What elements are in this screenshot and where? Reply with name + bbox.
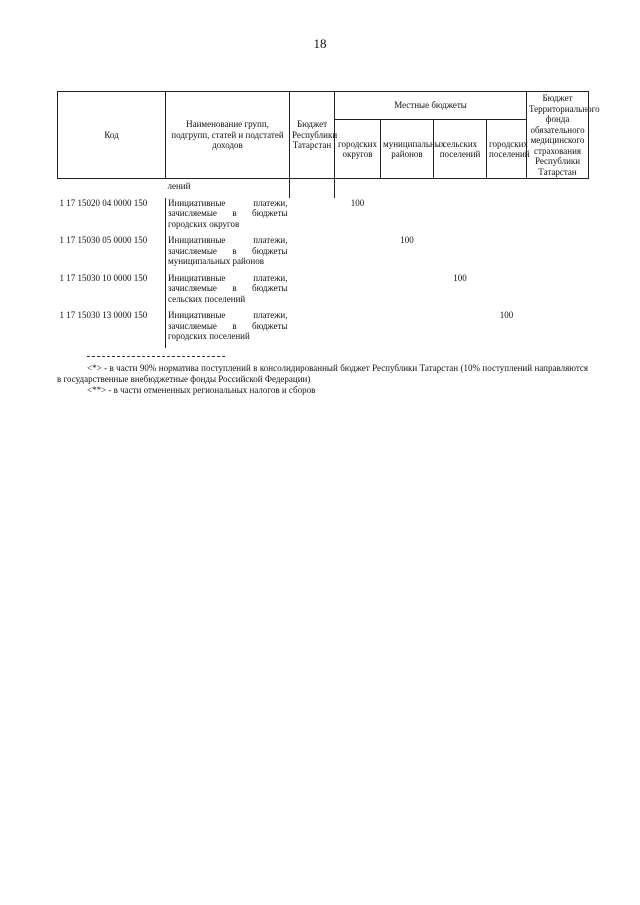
row-name: Инициативные платежи, зачисляемые в бюджеты городских округов bbox=[166, 198, 290, 236]
row-municipal-districts-value bbox=[381, 273, 434, 311]
footnote-1: <*> - в части 90% норматива поступлений в консолидированный бюджет Республики Татарстан (10% поступлений направляются в государственные внебюджетные фонды Российской Федерации) bbox=[57, 363, 588, 384]
row-code: 1 17 15020 04 0000 150 bbox=[59, 197, 148, 208]
header-name: Наименование групп, подгрупп, статей и подстатей доходов bbox=[166, 92, 290, 179]
row-republic-value bbox=[290, 235, 335, 273]
row-fund-value bbox=[527, 310, 589, 348]
footnotes bbox=[57, 363, 588, 396]
page-number: 18 bbox=[313, 36, 327, 51]
row-code: 1 17 15030 13 0000 150 bbox=[59, 310, 148, 320]
row-city-districts-value bbox=[335, 235, 381, 273]
table-row bbox=[58, 310, 589, 348]
header-republic-budget: Бюджет Республики Татарстан bbox=[290, 92, 335, 179]
header-local-budgets: Местные бюджеты bbox=[335, 92, 527, 120]
row-urban-settlements-value: 100 bbox=[499, 310, 514, 320]
header-municipal-districts: муниципальных районов bbox=[381, 120, 434, 179]
row-rural-settlements-value bbox=[434, 235, 487, 273]
revenue-distribution-table bbox=[57, 91, 600, 348]
row-republic-value bbox=[290, 310, 335, 348]
row-name: Инициативные платежи, зачисляемые в бюджеты городских поселений bbox=[166, 310, 290, 348]
row-name: Инициативные платежи, зачисляемые в бюджеты муниципальных районов bbox=[166, 235, 290, 273]
row-municipal-districts-value bbox=[381, 310, 434, 348]
row-city-districts-value bbox=[335, 310, 381, 348]
header-rural-settlements: сельских поселений bbox=[434, 120, 487, 179]
row-rural-settlements-value: 100 bbox=[453, 272, 467, 283]
row-code: 1 17 15030 10 0000 150 bbox=[59, 272, 148, 283]
header-urban-settlements: городских поселений bbox=[487, 120, 527, 179]
table-row bbox=[58, 235, 589, 273]
header-city-districts: городских округов bbox=[335, 120, 381, 179]
footnote-divider bbox=[87, 356, 225, 357]
row-republic-value bbox=[290, 198, 335, 236]
table-row bbox=[58, 273, 589, 311]
row-municipal-districts-value: 100 bbox=[400, 235, 414, 245]
table-row bbox=[58, 198, 589, 236]
footnote-2: <**> - в части отмененных региональных налогов и сборов bbox=[87, 385, 316, 395]
continued-name-fragment: лений bbox=[167, 181, 191, 191]
table-row-continuation bbox=[58, 179, 589, 198]
row-urban-settlements-value bbox=[487, 198, 527, 236]
row-city-districts-value: 100 bbox=[350, 197, 365, 208]
row-fund-value bbox=[527, 273, 589, 311]
row-rural-settlements-value bbox=[434, 198, 487, 236]
header-territorial-fund: Бюджет Территориального фонда обязательного медицинского страхования Республики Татарстан bbox=[527, 92, 589, 179]
row-city-districts-value bbox=[335, 273, 381, 311]
row-municipal-districts-value bbox=[381, 198, 434, 236]
row-fund-value bbox=[527, 235, 589, 273]
row-code: 1 17 15030 05 0000 150 bbox=[59, 235, 148, 245]
header-code: Код bbox=[58, 92, 166, 179]
row-urban-settlements-value bbox=[487, 235, 527, 273]
row-rural-settlements-value bbox=[434, 310, 487, 348]
row-fund-value bbox=[527, 198, 589, 236]
row-urban-settlements-value bbox=[487, 273, 527, 311]
row-republic-value bbox=[290, 273, 335, 311]
row-name: Инициативные платежи, зачисляемые в бюджеты сельских поселений bbox=[166, 273, 290, 311]
